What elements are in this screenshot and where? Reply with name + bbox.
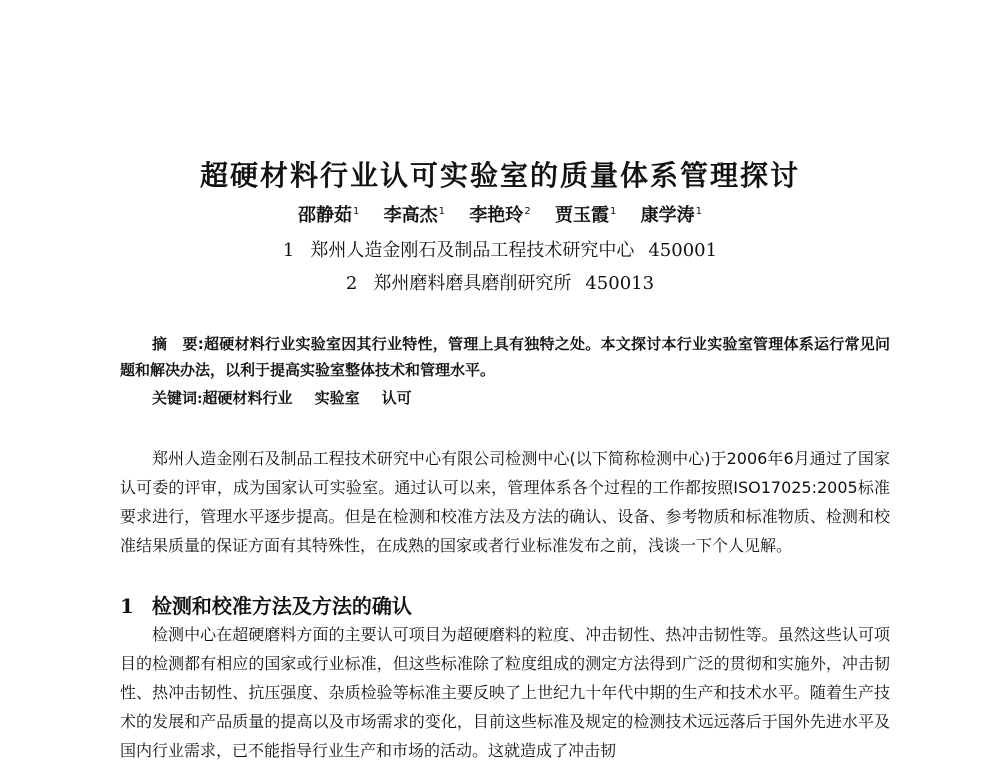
paper-title: 超硬材料行业认可实验室的质量体系管理探讨 xyxy=(199,159,800,192)
postal-code: 450001 xyxy=(648,240,718,261)
author-name: 邵静茹 xyxy=(298,205,352,226)
affiliation-name: 郑州人造金刚石及制品工程技术研究中心 xyxy=(310,240,635,261)
keyword: 认可 xyxy=(381,389,412,407)
keyword: 实验室 xyxy=(314,389,360,407)
author xyxy=(384,205,445,226)
section-heading xyxy=(120,590,412,619)
author-name: 李高杰 xyxy=(383,205,438,226)
author-list xyxy=(0,201,1000,227)
abstract xyxy=(120,331,890,383)
author-affiliation-mark: 1 xyxy=(438,206,446,217)
intro-paragraph: 郑州人造金刚石及制品工程技术研究中心有限公司检测中心(以下简称检测中心)于2006年6月通过了国家认可委的评审，成为国家认可实验室。通过认可以来，管理体系各个过程的工作都按照ISO17025:2005标准要求进行，管理水平逐步提高。但是在检测和校准方法及方法的确认、设备、参考物质和标准物质、检测和校准结果质量的保证方面有其特殊性，在成熟的国家或者行业标准发布之前，浅谈一下个人见解。 xyxy=(120,449,890,555)
keyword: 超硬材料行业 xyxy=(202,389,293,407)
author-name: 贾玉霞 xyxy=(554,205,609,226)
author-affiliation-mark: 1 xyxy=(695,206,702,217)
affiliation-name: 郑州磨料磨具磨削研究所 xyxy=(373,273,572,294)
author-affiliation-mark: 2 xyxy=(524,206,531,217)
keywords-label: 关键词: xyxy=(152,389,203,407)
author xyxy=(469,205,530,226)
author xyxy=(298,205,359,226)
affiliation-number: 1 xyxy=(282,240,295,261)
abstract-text: 超硬材料行业实验室因其行业特性，管理上具有独特之处。本文探讨本行业实验室管理体系运行常见问题和解决办法，以利于提高实验室整体技术和管理水平。 xyxy=(120,335,890,379)
affiliation-2 xyxy=(0,269,1000,295)
author-affiliation-mark: 1 xyxy=(609,206,617,217)
affiliation-1 xyxy=(0,236,1000,262)
author xyxy=(641,205,702,226)
author-name: 康学涛 xyxy=(640,205,695,226)
section-number: 1 xyxy=(120,594,134,618)
abstract-label: 摘 要: xyxy=(152,335,204,353)
author-name: 李艳玲 xyxy=(469,205,524,226)
keywords xyxy=(152,385,892,411)
section-title: 检测和校准方法及方法的确认 xyxy=(151,594,412,618)
section-paragraph: 检测中心在超硬磨料方面的主要认可项目为超硬磨料的粒度、冲击韧性、热冲击韧性等。虽然这些认可项目的检测都有相应的国家或行业标准，但这些标准除了粒度组成的测定方法得到广泛的贯彻和实施外，冲击韧性、热冲击韧性、抗压强度、杂质检验等标准主要反映了上世纪九十年代中期的生产和技术水平。随着生产技术的发展和产品质量的提高以及市场需求的变化，目前这些标准及规定的检测技术远远落后于国外先进水平及国内行业需求，已不能指导行业生产和市场的活动。这就造成了冲击韧 xyxy=(120,625,890,760)
affiliation-number: 2 xyxy=(345,273,358,294)
author-affiliation-mark: 1 xyxy=(353,206,360,217)
author xyxy=(555,205,616,226)
postal-code: 450013 xyxy=(585,273,655,294)
